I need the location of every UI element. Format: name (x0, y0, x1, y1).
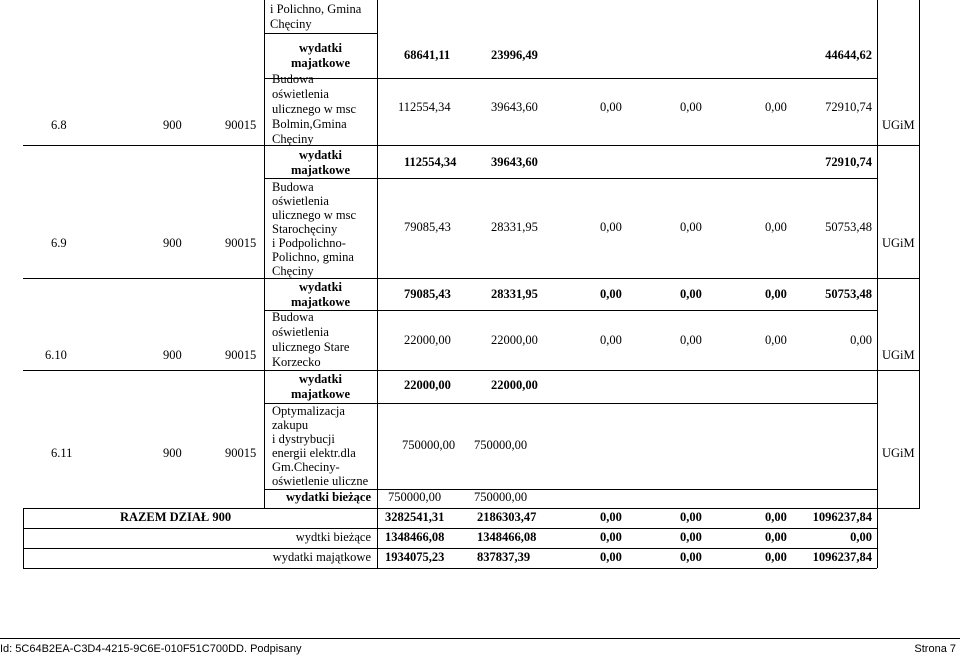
sub-value-2023: 23996,49 (491, 48, 538, 62)
sub-label-line: majatkowe (290, 56, 350, 70)
total-value: 0,00 (765, 510, 787, 524)
desc-line: Optymalizacja (272, 404, 345, 418)
row-dzial: 900 (163, 236, 182, 250)
row-lp: 6.10 (45, 348, 67, 362)
sub-value: 0,00 (600, 287, 622, 301)
desc-line: ulicznego w msc (272, 102, 357, 116)
value-cell: 0,00 (600, 100, 622, 114)
desc-line: i dystrybucji (272, 432, 335, 446)
value-cell: 0,00 (765, 100, 787, 114)
sub-label-line: wydatki bieżące (285, 490, 371, 504)
desc-line: i Podpolichno- (272, 236, 346, 250)
desc-line: energii elektr.dla (272, 446, 356, 460)
row-dzial: 900 (163, 118, 182, 132)
unit-cell: UGiM (882, 236, 915, 250)
majatkowe-value: 0,00 (765, 550, 787, 564)
sub-value: 0,00 (765, 287, 787, 301)
value-cell: 0,00 (680, 333, 702, 347)
sub-value-remaining: 44644,62 (825, 48, 872, 62)
majatkowe-value: 837837,39 (477, 550, 531, 564)
sub-label-line: majatkowe (290, 387, 350, 401)
majatkowe-value: 0,00 (680, 550, 702, 564)
total-value: 0,00 (680, 510, 702, 524)
row-rozdzial: 90015 (225, 236, 257, 250)
value-cell: 0,00 (765, 220, 787, 234)
sub-value: 79085,43 (404, 287, 451, 301)
sub-label-line: wydatki (298, 148, 343, 162)
desc-line: ulicznego Stare (272, 340, 350, 354)
desc-line: Chęciny (270, 17, 312, 31)
value-cell: 0,00 (680, 100, 702, 114)
sub-label-line: majatkowe (290, 163, 350, 177)
desc-line: oświetlenia (272, 325, 329, 339)
total-value: 0,00 (600, 510, 622, 524)
biezace-label: wydtki bieżące (295, 530, 371, 544)
unit-cell: UGiM (882, 348, 915, 362)
sub-value: 72910,74 (825, 155, 872, 169)
totals-label: RAZEM DZIAŁ 900 (120, 510, 232, 524)
biezace-value: 1348466,08 (385, 530, 445, 544)
total-value: 1096237,84 (812, 510, 872, 524)
sub-value: 22000,00 (491, 378, 538, 392)
majatkowe-value: 1934075,23 (385, 550, 445, 564)
desc-line: Budowa (272, 310, 314, 324)
sub-label-line: wydatki (298, 280, 343, 294)
sub-value: 750000,00 (388, 490, 442, 504)
majatkowe-value: 1096237,84 (812, 550, 872, 564)
biezace-value: 0,00 (765, 530, 787, 544)
row-rozdzial: 90015 (225, 348, 257, 362)
sub-value: 39643,60 (491, 155, 538, 169)
desc-line: zakupu (272, 418, 309, 432)
biezace-value: 0,00 (600, 530, 622, 544)
value-cell: 22000,00 (491, 333, 538, 347)
sub-value: 22000,00 (404, 378, 451, 392)
sub-value: 750000,00 (474, 490, 528, 504)
total-value: 2186303,47 (477, 510, 537, 524)
sub-value: 112554,34 (404, 155, 457, 169)
row-dzial: 900 (163, 348, 182, 362)
desc-line: oświetlenia (272, 194, 329, 208)
row-lp: 6.9 (51, 236, 67, 250)
value-cell: 50753,48 (825, 220, 872, 234)
row-lp: 6.11 (51, 446, 73, 460)
value-cell: 72910,74 (825, 100, 872, 114)
document-id: Id: 5C64B2EA-C3D4-4215-9C6E-010F51C700DD. Podpisany (0, 643, 302, 655)
desc-line: i Polichno, Gmina (270, 2, 362, 16)
desc-line: oświetlenia (272, 87, 329, 101)
unit-cell: UGiM (882, 446, 915, 460)
biezace-value: 0,00 (680, 530, 702, 544)
row-rozdzial: 90015 (225, 118, 257, 132)
desc-line: Starochęciny (272, 222, 338, 236)
desc-line: Gm.Checiny- (272, 460, 340, 474)
value-cell: 112554,34 (398, 100, 451, 114)
value-cell: 750000,00 (474, 438, 528, 452)
value-cell: 0,00 (765, 333, 787, 347)
value-cell: 79085,43 (404, 220, 451, 234)
desc-line: Budowa (272, 180, 314, 194)
sub-value: 50753,48 (825, 287, 872, 301)
biezace-value: 1348466,08 (477, 530, 537, 544)
desc-line: Chęciny (272, 264, 314, 278)
desc-line: Budowa (272, 72, 314, 86)
desc-line: Bolmin,Gmina (272, 117, 347, 131)
desc-line: ulicznego w msc (272, 208, 357, 222)
unit-cell: UGiM (882, 118, 915, 132)
majatkowe-value: 0,00 (600, 550, 622, 564)
row-rozdzial: 90015 (225, 446, 257, 460)
page-number: Strona 7 (914, 643, 956, 655)
biezace-value: 0,00 (850, 530, 872, 544)
majatkowe-label: wydatki majątkowe (272, 550, 371, 564)
value-cell: 750000,00 (402, 438, 456, 452)
desc-line: oświetlenie uliczne (272, 474, 369, 488)
value-cell: 0,00 (680, 220, 702, 234)
row-lp: 6.8 (51, 118, 67, 132)
desc-line: Polichno, gmina (272, 250, 354, 264)
sub-value: 28331,95 (491, 287, 538, 301)
sub-label-line: wydatki (298, 41, 343, 55)
value-cell: 22000,00 (404, 333, 451, 347)
desc-line: Chęciny (272, 132, 314, 146)
value-cell: 39643,60 (491, 100, 538, 114)
value-cell: 0,00 (850, 333, 872, 347)
row-dzial: 900 (163, 446, 182, 460)
desc-line: Korzecko (272, 355, 321, 369)
value-cell: 0,00 (600, 220, 622, 234)
value-cell: 28331,95 (491, 220, 538, 234)
total-value: 3282541,31 (385, 510, 445, 524)
value-cell: 0,00 (600, 333, 622, 347)
sub-value-plan: 68641,11 (404, 48, 451, 62)
sub-label-line: majatkowe (290, 295, 350, 309)
sub-label-line: wydatki (298, 372, 343, 386)
sub-value: 0,00 (680, 287, 702, 301)
